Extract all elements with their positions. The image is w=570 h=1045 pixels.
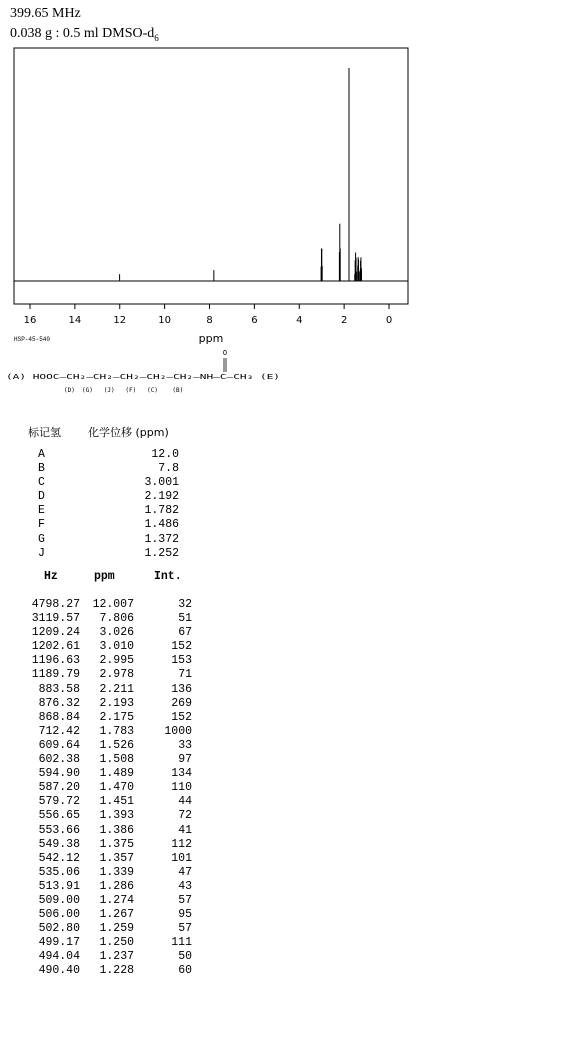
peak-hz: 502.80: [38, 922, 80, 936]
assignment-row: [38, 490, 179, 504]
peak-ppm: 1.386: [99, 823, 134, 837]
peak-ppm: 1.508: [99, 753, 134, 767]
peak-hz: 549.38: [38, 837, 80, 851]
peak-ppm: 1.237: [99, 950, 134, 964]
peak-hz: 542.12: [38, 851, 80, 865]
peak-row: [20, 908, 200, 922]
sample-text: 0.038 g : 0.5 ml DMSO-d: [10, 26, 155, 41]
peak-int: 44: [178, 795, 192, 809]
peak-row: [20, 753, 200, 767]
peak-row: [20, 852, 200, 866]
peak-int: 50: [178, 950, 192, 964]
assignment-row: [38, 518, 179, 532]
peak-row: [20, 894, 200, 908]
peak-int: 134: [171, 767, 192, 781]
peak-hz: 579.72: [38, 795, 80, 809]
peak-ppm: 2.193: [99, 696, 134, 710]
peak-ppm: 1.470: [99, 781, 134, 795]
assignment-row: [38, 547, 179, 561]
peak-ppm: 1.267: [99, 908, 134, 922]
assignment-label: C: [38, 476, 45, 490]
structure-formula: (A) HOOC—CH₂—CH₂—CH₂—CH₂—CH₂—NH—C—CH₃ (E): [6, 373, 280, 381]
assignment-shift: 2.192: [144, 490, 179, 504]
assignment-shift: 1.372: [144, 532, 179, 546]
peak-int: 57: [178, 893, 192, 907]
peak-hz: 3119.57: [31, 612, 80, 626]
peak-int: 67: [178, 626, 192, 640]
peak-row: [20, 598, 200, 612]
peak-row: [20, 964, 200, 978]
peak-ppm: 1.357: [99, 851, 134, 865]
peak-ppm: 12.007: [92, 598, 134, 611]
assignment-row: [38, 462, 179, 476]
assignment-label: J: [38, 546, 45, 560]
peak-hz: 506.00: [38, 908, 80, 922]
peak-int: 97: [178, 753, 192, 767]
x-tick-label: 2: [340, 315, 348, 326]
peak-hz: 587.20: [38, 781, 80, 795]
assignment-row: [38, 476, 179, 490]
x-tick-label: 0: [385, 315, 393, 326]
assignment-row: [38, 533, 179, 547]
peak-ppm: 1.228: [99, 964, 134, 978]
label-column-header: 标记氢: [28, 426, 61, 439]
assignment-label: A: [38, 448, 45, 461]
assignment-shift: 1.252: [144, 546, 179, 560]
peak-row: [20, 626, 200, 640]
x-tick-label: 8: [206, 315, 213, 326]
peak-int: 32: [178, 598, 192, 611]
hz-header: Hz: [44, 570, 58, 583]
peak-int: 152: [171, 640, 192, 654]
x-tick-label: 10: [158, 315, 171, 326]
peak-ppm: 1.393: [99, 809, 134, 823]
peak-row: [20, 697, 200, 711]
peak-row: [20, 824, 200, 838]
peak-row: [20, 936, 200, 950]
structure-labels: (D) (G) (J) (F) (C) (B): [64, 387, 184, 394]
peak-hz: 602.38: [38, 753, 80, 767]
peak-hz: 876.32: [38, 696, 80, 710]
peak-int: 47: [178, 865, 192, 879]
peak-int: 43: [178, 879, 192, 893]
peak-int: 51: [178, 612, 192, 626]
assignment-header: [28, 424, 169, 440]
peak-hz: 490.40: [38, 964, 80, 978]
peak-ppm: 1.339: [99, 865, 134, 879]
assignment-shift: 3.001: [144, 476, 179, 490]
peak-hz: 553.66: [38, 823, 80, 837]
peak-hz: 1202.61: [31, 640, 80, 654]
nmr-spectrum-chart: [0, 0, 570, 350]
peak-ppm: 3.026: [99, 626, 134, 640]
peak-hz: 1189.79: [31, 668, 80, 682]
assignment-table: [38, 448, 179, 561]
x-tick-label: 4: [296, 315, 303, 326]
assignment-label: F: [38, 518, 45, 532]
peak-ppm: 2.175: [99, 710, 134, 724]
peak-ppm: 1.783: [99, 724, 134, 738]
peak-ppm: 1.451: [99, 795, 134, 809]
peak-ppm: 1.286: [99, 879, 134, 893]
peak-table: [20, 598, 200, 979]
peak-int: 57: [178, 922, 192, 936]
assignment-shift: 1.782: [144, 504, 179, 518]
peak-hz: 513.91: [38, 879, 80, 893]
structure-diagram: [0, 346, 570, 401]
peak-row: [20, 866, 200, 880]
peak-hz: 1196.63: [31, 654, 80, 668]
peak-int: 152: [171, 710, 192, 724]
peak-ppm: 7.806: [99, 612, 134, 626]
peak-int: 136: [171, 682, 192, 696]
peak-int: 112: [171, 837, 192, 851]
peak-row: [20, 739, 200, 753]
peak-row: [20, 767, 200, 781]
x-tick-label: 6: [251, 315, 258, 326]
assignment-label: E: [38, 504, 45, 518]
peak-row: [20, 683, 200, 697]
peak-row: [20, 612, 200, 626]
assignment-row: [38, 504, 179, 518]
peak-hz: 499.17: [38, 936, 80, 950]
peak-row: [20, 809, 200, 823]
assignment-label: B: [38, 462, 45, 476]
peak-hz: 1209.24: [31, 626, 80, 640]
peak-row: [20, 922, 200, 936]
peak-int: 269: [171, 696, 192, 710]
peak-ppm: 3.010: [99, 640, 134, 654]
shift-column-header: 化学位移 (ppm): [88, 426, 169, 439]
peak-hz: 535.06: [38, 865, 80, 879]
peak-int: 110: [171, 781, 192, 795]
peak-row: [20, 725, 200, 739]
peak-int: 72: [178, 809, 192, 823]
sample-subscript: 6: [154, 32, 159, 43]
peak-row: [20, 950, 200, 964]
peak-int: 111: [171, 936, 192, 950]
peak-int: 95: [178, 908, 192, 922]
peak-int: 33: [178, 738, 192, 752]
peak-int: 1000: [164, 724, 192, 738]
assignment-shift: 12.0: [151, 448, 179, 461]
assignment-shift: 7.8: [158, 462, 179, 476]
x-tick-label: 16: [23, 315, 37, 326]
peak-hz: 594.90: [38, 767, 80, 781]
assignment-label: D: [38, 490, 45, 504]
x-axis-label: ppm: [198, 332, 224, 345]
peak-ppm: 1.375: [99, 837, 134, 851]
ppm-header: ppm: [94, 570, 115, 583]
peak-ppm: 1.526: [99, 738, 134, 752]
spectrum-peaks: [120, 68, 362, 281]
peak-row: [20, 838, 200, 852]
peak-ppm: 2.995: [99, 654, 134, 668]
peak-row: [20, 668, 200, 682]
peak-hz: 4798.27: [31, 598, 80, 611]
peak-row: [20, 795, 200, 809]
x-tick-label: 12: [113, 315, 127, 326]
peak-row: [20, 880, 200, 894]
peak-ppm: 1.250: [99, 936, 134, 950]
peak-hz: 883.58: [38, 682, 80, 696]
assignment-shift: 1.486: [144, 518, 179, 532]
peak-row: [20, 781, 200, 795]
spectrum-code: HSP-45-540: [14, 336, 51, 343]
peak-ppm: 2.978: [99, 668, 134, 682]
peak-int: 41: [178, 823, 192, 837]
peak-ppm: 1.259: [99, 922, 134, 936]
peak-hz: 609.64: [38, 738, 80, 752]
int-header: Int.: [154, 570, 182, 583]
spectrometer-frequency: 399.65 MHz: [10, 6, 81, 21]
peak-hz: 494.04: [38, 950, 80, 964]
peak-hz: 556.65: [38, 809, 80, 823]
peak-int: 101: [171, 851, 192, 865]
carbonyl-oxygen: O: [222, 349, 228, 357]
peak-int: 71: [178, 668, 192, 682]
peak-row: [20, 654, 200, 668]
peak-hz: 509.00: [38, 893, 80, 907]
x-tick-label: 14: [68, 315, 82, 326]
peak-row: [20, 711, 200, 725]
peak-hz: 868.84: [38, 710, 80, 724]
peak-hz: 712.42: [38, 724, 80, 738]
peak-int: 60: [178, 964, 192, 978]
peak-ppm: 1.274: [99, 893, 134, 907]
peak-int: 153: [171, 654, 192, 668]
peak-row: [20, 640, 200, 654]
x-axis-ticks: [24, 304, 393, 326]
assignment-row: [38, 448, 179, 462]
peak-ppm: 1.489: [99, 767, 134, 781]
peak-ppm: 2.211: [99, 682, 134, 696]
assignment-label: G: [38, 532, 45, 546]
